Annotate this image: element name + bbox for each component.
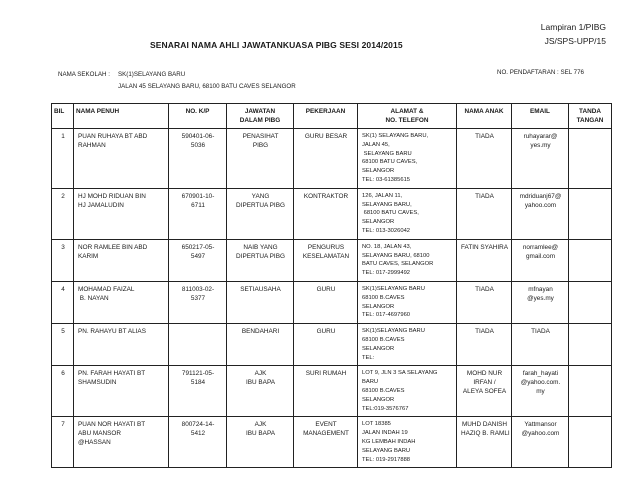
cell-jawatan [227,366,294,417]
school-label: NAMA SEKOLAH : [58,71,110,78]
table-row [52,417,612,468]
cell-jawatan [227,239,294,281]
cell-pekerjaan [294,366,358,417]
cell-pekerjaan-line: SURI RUMAH [305,370,347,378]
cell-email-line: yes.my [530,142,551,149]
cell-pekerjaan [294,324,358,366]
cell-email-line: mfnayan [528,285,553,293]
cell-email-line: Yattmansor [524,421,557,429]
cell-nama-line: NOR RAMLEE BIN ABD [78,243,148,251]
cell-pekerjaan [294,417,358,468]
cell-kp [169,188,227,239]
header-email: EMAIL [512,104,569,129]
cell-kp-line: 811003-02- [181,285,215,293]
table-row [52,239,612,281]
cell-pekerjaan-line: EVENT [315,421,337,429]
cell-kp-line: 590401-06- [181,133,215,140]
cell-nama-line: @HASSAN [78,439,111,447]
cell-pekerjaan [294,129,358,189]
cell-alamat-line: 68100 B.CAVES [362,336,405,343]
cell-nama-line: ABU MANSOR [78,430,121,438]
cell-alamat-line: 126, JALAN 11, [362,192,403,199]
cell-nama [74,366,169,417]
header-nama: NAMA PENUH [74,104,169,129]
cell-nama [74,188,169,239]
cell-alamat-line: NO. 18, JALAN 43, [362,243,412,250]
cell-kp-line: 5497 [190,252,206,260]
cell-email-line: gmail.com [525,252,556,260]
cell-alamat-line: JALAN INDAH 19 [362,430,408,437]
cell-kp-line: 5184 [190,379,206,387]
cell-alamat-line: TEL: 013-3026042 [362,227,411,234]
cell-alamat-line: TEL: [362,354,375,361]
cell-nama [74,129,169,189]
cell-anak [457,188,512,239]
cell-alamat [358,366,457,417]
header-anak: NAMA ANAK [457,104,512,129]
cell-jawatan-line: PENASIHAT [242,133,279,140]
cell-jawatan [227,417,294,468]
cell-email-line: ruhayarar@ [523,133,558,140]
table-header-row [52,104,612,129]
cell-alamat-line: JALAN 45, [362,141,390,148]
cell-anak [457,366,512,417]
cell-email [512,188,569,239]
cell-alamat [358,281,457,323]
cell-alamat [358,417,457,468]
cell-pekerjaan-line: GURU BESAR [304,133,348,140]
document-title: SENARAI NAMA AHLI JAWATANKUASA PIBG SESI 2014/2015 [150,40,403,50]
cell-kp-line: 5412 [190,430,206,438]
cell-email-line: norramlee@ [522,243,559,251]
cell-pekerjaan [294,239,358,281]
cell-jawatan-line: DIPERTUA PIBG [236,201,285,209]
cell-signature [569,281,612,323]
reference-block [541,20,606,48]
cell-anak-line: TIADA [475,328,494,336]
header-kp: NO. K/P [169,104,227,129]
cell-alamat-line: SELANGOR [362,219,395,226]
cell-email [512,324,569,366]
cell-nama-line: HJ JAMALUDIN [78,201,124,209]
cell-alamat-line: 68100 B.CAVES [362,387,405,394]
cell-nama-line: PN. RAHAYU BT ALIAS [78,328,146,336]
cell-email [512,129,569,189]
cell-alamat-line: SELANGOR [362,345,395,352]
cell-jawatan-line: IBU BAPA [245,430,275,438]
cell-kp [169,239,227,281]
cell-kp-line: 791121-05- [181,370,215,378]
cell-alamat-line: KG LEMBAH INDAH [362,438,416,445]
cell-anak-line: IRFAN / [473,379,496,387]
cell-anak-line: TIADA [475,192,494,200]
cell-jawatan [227,324,294,366]
cell-signature [569,417,612,468]
cell-alamat [358,188,457,239]
cell-kp [169,417,227,468]
cell-jawatan-line: BENDAHARI [241,328,280,336]
school-info [58,69,296,93]
cell-alamat [358,129,457,189]
cell-nama [74,281,169,323]
cell-jawatan-line: NAIB YANG [243,243,278,251]
cell-anak-line: FATIN SYAHIRA [461,243,508,251]
cell-anak [457,281,512,323]
cell-alamat [358,324,457,366]
cell-anak-line: MUHD DANISH [461,421,508,429]
cell-alamat-line: SELAYANG BARU, [362,201,412,208]
cell-jawatan-line: IBU BAPA [245,379,275,387]
cell-alamat [358,239,457,281]
cell-alamat-line: 68100 B.CAVES [362,294,405,301]
header-tandatangan: TANDA TANGAN [569,104,612,129]
cell-jawatan [227,129,294,189]
cell-kp [169,281,227,323]
cell-email-line: @yes.my [527,294,554,302]
cell-nama-line: RAHMAN [78,142,106,149]
cell-anak-line: TIADA [475,285,494,293]
cell-anak [457,129,512,189]
cell-bil: 6 [52,366,74,417]
cell-alamat-line: 68100 BATU CAVES, [362,159,418,166]
header-pekerjaan: PEKERJAAN [294,104,358,129]
cell-email [512,417,569,468]
cell-jawatan-line: YANG [251,192,270,200]
cell-nama-line: SHAMSUDIN [78,379,117,387]
cell-bil: 4 [52,281,74,323]
cell-email-line: farah_hayati [522,370,559,378]
cell-signature [569,239,612,281]
cell-jawatan-line: DIPERTUA PIBG [236,252,285,260]
cell-pekerjaan-line: GURU [316,285,336,293]
cell-jawatan-line: AJK [254,370,267,378]
cell-alamat-line: SK(1)SELAYANG BARU [362,328,425,335]
cell-alamat-line: SELANGOR [362,168,395,175]
cell-bil: 3 [52,239,74,281]
table-row [52,324,612,366]
cell-pekerjaan-line: KONTRAKTOR [303,192,349,200]
cell-email-line: @yahoo.com. [520,379,561,387]
cell-nama [74,417,169,468]
cell-pekerjaan-line: KESELAMATAN [302,252,350,260]
cell-alamat-line: SELAYANG BARU, 68100 [362,252,430,259]
cell-email [512,281,569,323]
cell-anak [457,324,512,366]
cell-anak-line: ALEYA SOFEA [462,388,507,396]
cell-alamat-line: SK(1) SELAYANG BARU, [362,133,429,139]
cell-alamat-line: SELAYANG BARU [362,447,411,454]
cell-nama [74,239,169,281]
cell-alamat-line: TEL: 03-61385615 [362,176,411,183]
cell-jawatan-line: PIBG [252,142,269,149]
cell-jawatan [227,281,294,323]
table-row [52,366,612,417]
table-row [52,129,612,189]
cell-email [512,366,569,417]
table-row [52,281,612,323]
reference-line-2: JS/SPS-UPP/15 [544,36,606,46]
cell-anak-line: TIADA [475,133,494,140]
cell-pekerjaan-line: GURU [316,328,336,336]
cell-email-line: mdriduanj67@ [519,192,562,200]
cell-kp-line: 5036 [190,142,206,149]
cell-alamat-line: TEL: 019-2917888 [362,456,411,463]
cell-anak [457,239,512,281]
cell-kp-line: 650217-05- [181,243,215,251]
cell-nama-line: MOHAMAD FAIZAL [78,285,135,293]
cell-signature [569,366,612,417]
committee-table [51,103,612,468]
cell-anak-line: MOHD NUR [466,370,503,378]
header-jawatan: JAWATAN DALAM PIBG [227,104,294,129]
cell-pekerjaan [294,281,358,323]
cell-alamat-line: 68100 BATU CAVES, [362,210,419,217]
school-name: SK(1)SELAYANG BARU [118,71,186,78]
cell-kp [169,324,227,366]
cell-kp [169,129,227,189]
cell-signature [569,188,612,239]
cell-nama-line: PUAN NOR HAYATI BT [78,421,146,429]
cell-email [512,239,569,281]
cell-alamat-line: TEL:019-3576767 [362,405,409,412]
cell-kp-line: 6711 [191,201,205,209]
cell-alamat-line: LOT 9, JLN 3 SA SELAYANG [362,370,438,377]
cell-pekerjaan [294,188,358,239]
cell-nama-line: PUAN RUHAYA BT ABD [78,133,148,140]
cell-email-line: my [536,388,545,396]
cell-jawatan [227,188,294,239]
cell-kp-line: 800724-14- [181,421,215,429]
cell-jawatan-line: AJK [254,421,267,429]
cell-bil: 7 [52,417,74,468]
cell-alamat-line: TEL: 017-4697960 [362,312,411,319]
cell-alamat-line: LOT 18385 [362,421,391,428]
cell-anak-line: HAZIQ B. RAMLI [461,430,510,438]
registration-number: NO. PENDAFTARAN : SEL 776 [497,69,584,76]
cell-kp-line: 670901-10- [181,192,215,200]
header-alamat: ALAMAT & NO. TELEFON [358,104,457,129]
cell-email-line: TIADA [531,328,550,336]
cell-alamat-line: BATU CAVES, SELANGOR [362,261,434,268]
cell-email-line: yahoo.com [524,201,557,209]
cell-alamat-line: TEL: 017-2999492 [362,270,411,277]
table-row [52,188,612,239]
cell-nama-line: KARIM [78,252,99,260]
cell-email-line: @yahoo.com [521,430,560,438]
cell-kp-line: 5377 [190,294,206,302]
school-address: JALAN 45 SELAYANG BARU, 68100 BATU CAVES SELANGOR [118,83,296,90]
cell-alamat-line: SELANGOR [362,396,395,403]
cell-pekerjaan-line: PENGURUS [307,243,345,251]
cell-alamat-line: SK(1)SELAYANG BARU [362,285,425,292]
cell-alamat-line: BARU [362,379,379,386]
cell-signature [569,129,612,189]
cell-nama-line: HJ MOHD RIDUAN BIN [78,192,146,200]
cell-bil: 5 [52,324,74,366]
reference-line-1: Lampiran 1/PIBG [540,22,606,32]
cell-kp [169,366,227,417]
cell-alamat-line: SELAYANG BARU [362,150,412,157]
cell-jawatan-line: SETIAUSAHA [240,285,281,293]
cell-nama-line: PN. FARAH HAYATI BT [78,370,146,378]
cell-bil: 1 [52,129,74,189]
cell-bil: 2 [52,188,74,239]
cell-nama-line: B. NAYAN [78,294,109,302]
cell-pekerjaan-line: MANAGEMENT [303,430,349,438]
header-bil: BIL [52,104,74,129]
cell-alamat-line: SELANGOR [362,303,395,310]
cell-anak [457,417,512,468]
cell-signature [569,324,612,366]
cell-nama [74,324,169,366]
